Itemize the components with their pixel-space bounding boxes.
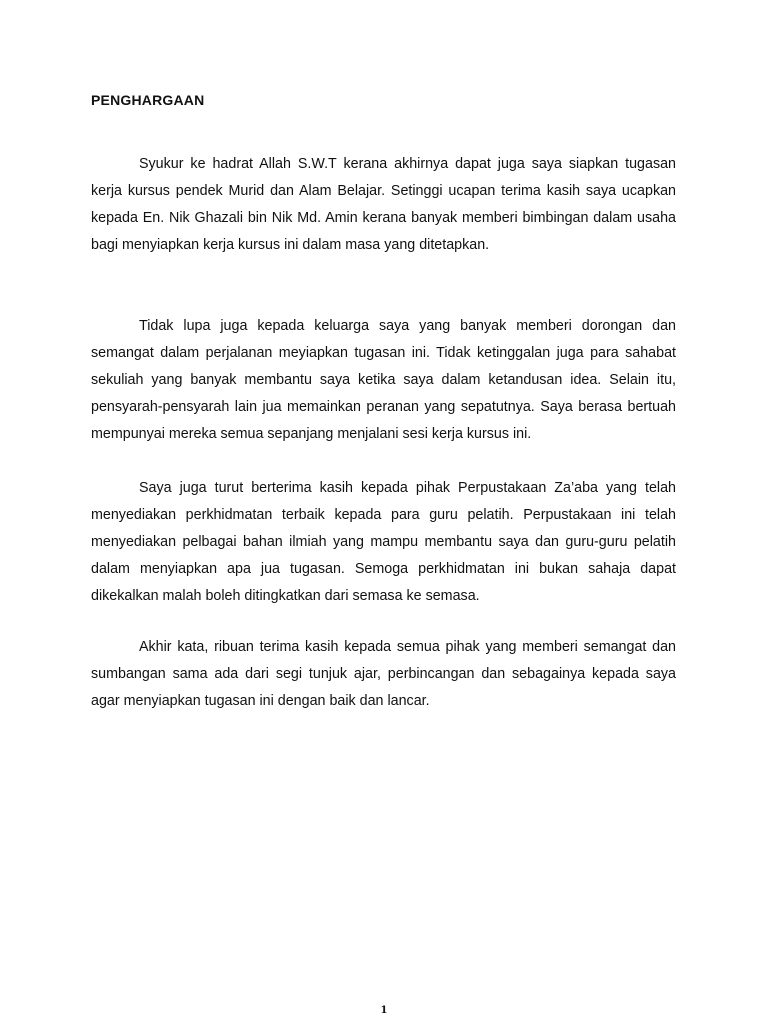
page-number: 1	[380, 1005, 388, 1016]
page-title: PENGHARGAAN	[91, 92, 205, 108]
paragraph-4: Akhir kata, ribuan terima kasih kepada semua pihak yang memberi semangat dan sumbangan sama ada dari segi tunjuk ajar, perbincangan dan sebagainya kepada saya agar menyiapkan tugasan ini dengan baik dan lancar.	[91, 639, 676, 709]
paragraph-3: Saya juga turut berterima kasih kepada pihak Perpustakaan Za’aba yang telah menyediakan perkhidmatan terbaik kepada para guru pelatih. Perpustakaan ini telah menyediakan pelbagai bahan ilmiah yang mampu membantu saya dan guru-guru pelatih dalam menyiapkan apa jua tugasan. Semoga perkhidmatan ini bukan sahaja dapat dikekalkan malah boleh ditingkatkan dari semasa ke semasa.	[91, 480, 676, 604]
paragraph-2: Tidak lupa juga kepada keluarga saya yang banyak memberi dorongan dan semangat dalam perjalanan meyiapkan tugasan ini. Tidak ketinggalan juga para sahabat sekuliah yang banyak membantu saya ketika saya dalam ketandusan idea. Selain itu, pensyarah-pensyarah lain jua memainkan peranan yang sepatutnya. Saya berasa bertuah mempunyai mereka semua sepanjang menjalani sesi kerja kursus ini.	[91, 318, 676, 442]
paragraph-1: Syukur ke hadrat Allah S.W.T kerana akhirnya dapat juga saya siapkan tugasan kerja kursus pendek Murid dan Alam Belajar. Setinggi ucapan terima kasih saya ucapkan kepada En. Nik Ghazali bin Nik Md. Amin kerana banyak memberi bimbingan dalam usaha bagi menyiapkan kerja kursus ini dalam masa yang ditetapkan.	[91, 156, 676, 253]
